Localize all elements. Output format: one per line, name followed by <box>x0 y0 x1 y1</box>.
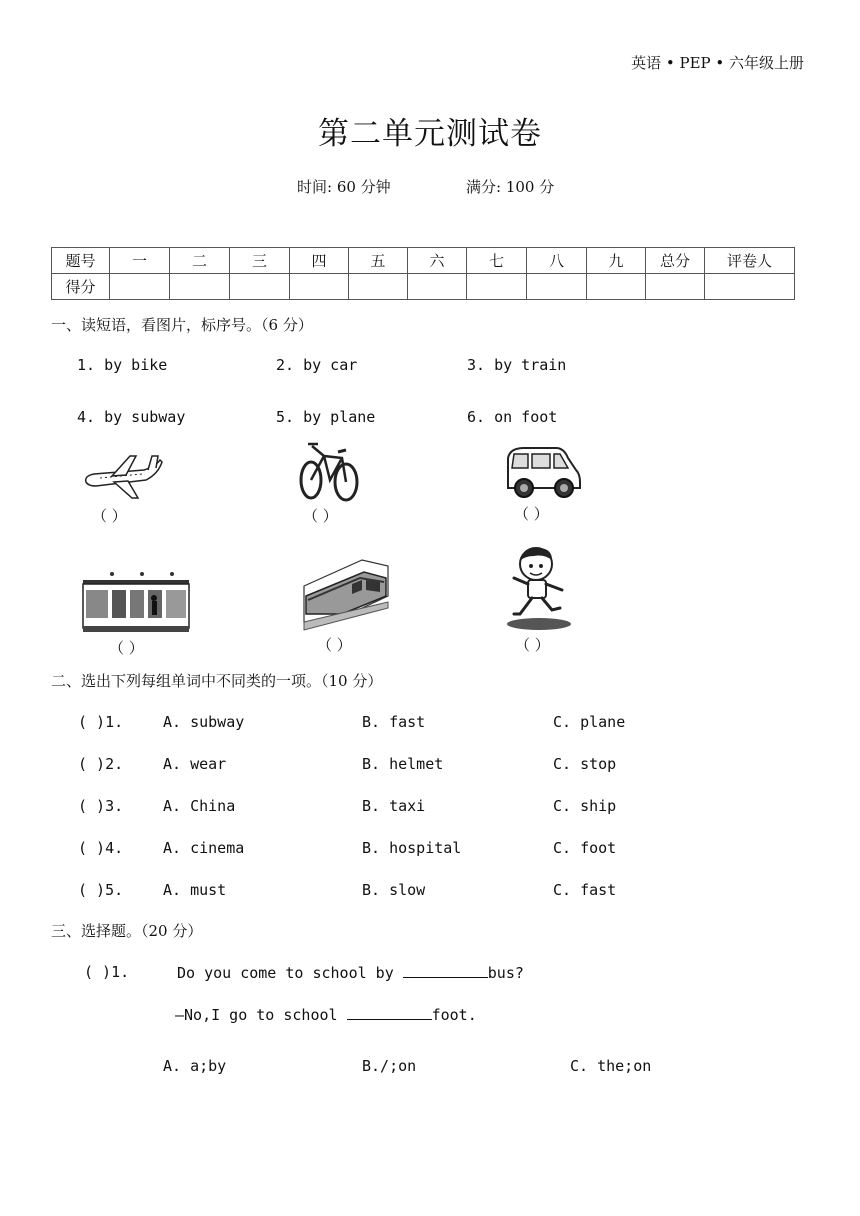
option-b: B. taxi <box>362 797 426 815</box>
score-table-cell: 二 <box>170 248 230 274</box>
bicycle-icon <box>298 432 362 502</box>
section2-heading: 二、选出下列每组单词中不同类的一项。（10 分） <box>51 672 383 690</box>
score-table-cell: 总分 <box>646 248 705 274</box>
fill-blank[interactable] <box>347 1005 432 1020</box>
score-input-cell[interactable] <box>467 274 527 300</box>
score-table-cell: 一 <box>110 248 170 274</box>
score-table-header-row <box>52 248 795 274</box>
option-b: B. helmet <box>362 755 444 773</box>
fill-blank[interactable] <box>403 963 488 978</box>
section3-heading: 三、选择题。（20 分） <box>51 922 203 940</box>
score-input-cell[interactable] <box>587 274 646 300</box>
question-number[interactable]: ( )1. <box>84 963 130 981</box>
option-a: A. China <box>163 797 236 815</box>
score-table-cell: 六 <box>408 248 467 274</box>
option-b: B. fast <box>362 713 426 731</box>
score-table-cell: 九 <box>587 248 646 274</box>
option-c: C. ship <box>553 797 617 815</box>
score-table-cell: 题号 <box>52 248 110 274</box>
subway-icon <box>82 570 190 634</box>
question-text: —No,I go to school <box>175 1006 347 1024</box>
score-table-cell: 评卷人 <box>705 248 795 274</box>
option-b: B./;on <box>362 1057 417 1075</box>
option-b: B. hospital <box>362 839 462 857</box>
question-number[interactable]: ( )1. <box>78 713 124 731</box>
question-number[interactable]: ( )4. <box>78 839 124 857</box>
score-input-cell[interactable] <box>527 274 587 300</box>
question-number[interactable]: ( )2. <box>78 755 124 773</box>
question-text: bus? <box>487 964 524 982</box>
question-text: Do you come to school by <box>177 964 403 982</box>
score-input-cell[interactable] <box>110 274 170 300</box>
time-limit: 时间: 60 分钟 <box>297 178 391 196</box>
option-c: C. the;on <box>570 1057 652 1075</box>
score-input-cell[interactable] <box>290 274 349 300</box>
option-c: C. foot <box>553 839 617 857</box>
phrase-item: 4. by subway <box>77 408 186 426</box>
option-a: A. cinema <box>163 839 245 857</box>
question-line <box>175 1005 477 1024</box>
score-table-cell: 五 <box>349 248 408 274</box>
option-a: A. wear <box>163 755 227 773</box>
car-icon <box>502 444 584 500</box>
score-table <box>51 247 795 300</box>
option-c: C. plane <box>553 713 626 731</box>
answer-bracket[interactable]: （ ） <box>317 636 352 654</box>
section1-heading: 一、读短语，看图片，标序号。（6 分） <box>51 316 313 334</box>
phrase-item: 5. by plane <box>276 408 376 426</box>
phrase-item: 3. by train <box>467 356 567 374</box>
option-a: A. a;by <box>163 1057 227 1075</box>
option-c: C. stop <box>553 755 617 773</box>
score-input-cell[interactable] <box>646 274 705 300</box>
answer-bracket[interactable]: （ ） <box>515 636 550 654</box>
page-title: 第二单元测试卷 <box>318 116 542 152</box>
option-b: B. slow <box>362 881 426 899</box>
answer-bracket[interactable]: （ ） <box>109 639 144 657</box>
phrase-item: 1. by bike <box>77 356 168 374</box>
score-table-cell: 七 <box>467 248 527 274</box>
answer-bracket[interactable]: （ ） <box>303 507 338 525</box>
train-icon <box>302 556 390 632</box>
score-input-cell[interactable] <box>705 274 795 300</box>
question-text: foot. <box>431 1006 477 1024</box>
question-number[interactable]: ( )5. <box>78 881 124 899</box>
question-number[interactable]: ( )3. <box>78 797 124 815</box>
answer-bracket[interactable]: （ ） <box>92 507 127 525</box>
option-a: A. must <box>163 881 227 899</box>
header-tag: 英语 • PEP • 六年级上册 <box>631 54 804 72</box>
airplane-icon <box>82 452 164 502</box>
question-line <box>177 963 524 982</box>
score-input-cell[interactable] <box>349 274 408 300</box>
score-row-label: 得分 <box>52 274 110 300</box>
option-a: A. subway <box>163 713 245 731</box>
option-c: C. fast <box>553 881 617 899</box>
score-table-cell: 四 <box>290 248 349 274</box>
phrase-item: 6. on foot <box>467 408 558 426</box>
score-input-cell[interactable] <box>170 274 230 300</box>
walking-boy-icon <box>506 544 572 630</box>
full-score: 满分: 100 分 <box>466 178 555 196</box>
answer-bracket[interactable]: （ ） <box>514 505 549 523</box>
phrase-item: 2. by car <box>276 356 358 374</box>
score-input-cell[interactable] <box>408 274 467 300</box>
score-input-cell[interactable] <box>230 274 290 300</box>
score-table-cell: 八 <box>527 248 587 274</box>
score-table-score-row <box>52 274 795 300</box>
score-table-cell: 三 <box>230 248 290 274</box>
